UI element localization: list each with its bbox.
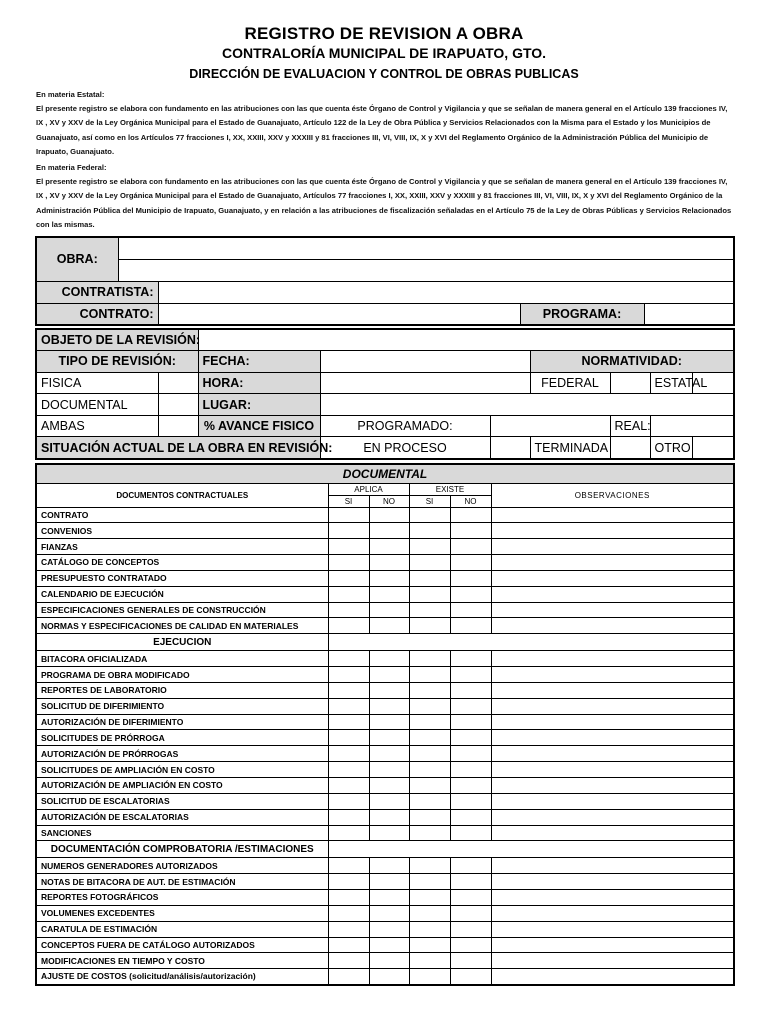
table-row (36, 714, 734, 730)
aplica-si-cell[interactable] (328, 762, 369, 778)
document-name: CONVENIOS (36, 523, 328, 539)
fisica-label: FISICA (36, 372, 158, 394)
documental-checklist (35, 463, 735, 986)
aplica-no-cell[interactable] (369, 825, 409, 841)
observaciones-cell[interactable] (491, 586, 734, 602)
existe-si-cell[interactable] (409, 507, 450, 523)
document-name: CATÁLOGO DE CONCEPTOS (36, 555, 328, 571)
table-row (36, 618, 734, 634)
aplica-si-cell[interactable] (328, 698, 369, 714)
aplica-si-cell[interactable] (328, 937, 369, 953)
estatal-label: En materia Estatal: (36, 90, 105, 99)
real-field[interactable] (650, 415, 734, 437)
observaciones-cell[interactable] (491, 523, 734, 539)
existe-si-cell[interactable] (409, 809, 450, 825)
aplica-no-cell[interactable] (369, 905, 409, 921)
observaciones-cell[interactable] (491, 746, 734, 762)
section-ejecucion-blank (328, 634, 734, 651)
aplica-no-cell[interactable] (369, 953, 409, 969)
existe-no-cell[interactable] (450, 953, 491, 969)
tipo-label: TIPO DE REVISIÓN: (36, 351, 198, 373)
existe-no-cell[interactable] (450, 874, 491, 890)
aplica-si-cell[interactable] (328, 874, 369, 890)
aplica-si-cell[interactable] (328, 921, 369, 937)
document-name: SOLICITUDES DE PRÓRROGA (36, 730, 328, 746)
col-existe: EXISTE (409, 483, 491, 495)
aplica-si-cell[interactable] (328, 651, 369, 667)
existe-no-cell[interactable] (450, 602, 491, 618)
existe-si-cell[interactable] (409, 858, 450, 874)
existe-no-cell[interactable] (450, 809, 491, 825)
aplica-no-cell[interactable] (369, 523, 409, 539)
aplica-no-cell[interactable] (369, 730, 409, 746)
document-name: FIANZAS (36, 539, 328, 555)
existe-si-cell[interactable] (409, 586, 450, 602)
table-row (36, 921, 734, 937)
table-row (36, 523, 734, 539)
document-name: SOLICITUDES DE AMPLIACIÓN EN COSTO (36, 762, 328, 778)
existe-si-cell[interactable] (409, 570, 450, 586)
existe-si-cell[interactable] (409, 762, 450, 778)
aplica-no-cell[interactable] (369, 714, 409, 730)
estatal-text: El presente registro se elabora con fundamento en las atribuciones con las que cuenta éste Órgano de Control y Vigilancia y que se señalan de manera general en el Artículo 139 fracciones IV, IX , XV y XXV de la Ley Orgánica Municipal para el Estado de Guanajuato, Artículo 122 de la Ley de Obra Pública y Servicios Relacionados con la Misma para el Estado y los Municipios de Guanajuato, así como en los Artículos 77 fracciones I, XX, XXIII, XXV y XXXIII y 81 fracciones III, VI, VIII, IX, X y XVI del Reglamento Orgánico de la Administración Pública del Municipio de Irapuato, Guanajuato. (36, 104, 728, 156)
form-subtitle: CONTRALORÍA MUNICIPAL DE IRAPUATO, GTO. (221, 45, 547, 61)
col-aplica: APLICA (328, 483, 409, 495)
document-name: REPORTES FOTOGRÁFICOS (36, 890, 328, 906)
aplica-no-cell[interactable] (369, 507, 409, 523)
terminada-label: TERMINADA (530, 437, 610, 459)
existe-si-cell[interactable] (409, 905, 450, 921)
form-header (0, 24, 768, 84)
form-title: REGISTRO DE REVISION A OBRA (244, 24, 524, 43)
existe-si-cell[interactable] (409, 618, 450, 634)
aplica-no-cell[interactable] (369, 698, 409, 714)
table-row (36, 809, 734, 825)
aplica-si-cell[interactable] (328, 730, 369, 746)
contratista-label: CONTRATISTA: (36, 281, 158, 303)
document-name: BITACORA OFICIALIZADA (36, 651, 328, 667)
existe-no-cell[interactable] (450, 905, 491, 921)
document-name: NOTAS DE BITACORA DE AUT. DE ESTIMACIÓN (36, 874, 328, 890)
documental-label: DOCUMENTAL (36, 394, 158, 416)
documental-check[interactable] (158, 394, 198, 416)
revision-table (35, 328, 735, 460)
fecha-label: FECHA: (198, 351, 320, 373)
terminada-check[interactable] (610, 437, 650, 459)
observaciones-cell[interactable] (491, 890, 734, 906)
aplica-no-cell[interactable] (369, 555, 409, 571)
section-ejecucion (36, 634, 734, 651)
existe-no-cell[interactable] (450, 523, 491, 539)
aplica-si-cell[interactable] (328, 746, 369, 762)
observaciones-cell[interactable] (491, 953, 734, 969)
fisica-check[interactable] (158, 372, 198, 394)
table-row (36, 682, 734, 698)
existe-no-cell[interactable] (450, 793, 491, 809)
document-name: REPORTES DE LABORATORIO (36, 682, 328, 698)
existe-no-cell[interactable] (450, 570, 491, 586)
existe-si-cell[interactable] (409, 890, 450, 906)
observaciones-cell[interactable] (491, 921, 734, 937)
en-proceso-check[interactable] (490, 437, 530, 459)
existe-no-cell[interactable] (450, 698, 491, 714)
document-name: CONCEPTOS FUERA DE CATÁLOGO AUTORIZADOS (36, 937, 328, 953)
aplica-si-cell[interactable] (328, 539, 369, 555)
aplica-no-cell[interactable] (369, 858, 409, 874)
estatal-label: ESTATAL (650, 372, 692, 394)
observaciones-cell[interactable] (491, 778, 734, 794)
aplica-no-cell[interactable] (369, 746, 409, 762)
observaciones-cell[interactable] (491, 825, 734, 841)
form-department: DIRECCIÓN DE EVALUACION Y CONTROL DE OBRAS PUBLICAS (189, 67, 579, 81)
aplica-no-cell[interactable] (369, 651, 409, 667)
existe-si-cell[interactable] (409, 667, 450, 683)
document-name: SOLICITUD DE ESCALATORIAS (36, 793, 328, 809)
aplica-si-cell[interactable] (328, 682, 369, 698)
lugar-field[interactable] (320, 394, 734, 416)
contrato-field[interactable] (158, 303, 520, 325)
observaciones-cell[interactable] (491, 905, 734, 921)
table-row (36, 874, 734, 890)
table-row (36, 539, 734, 555)
document-name: ESPECIFICACIONES GENERALES DE CONSTRUCCIÓN (36, 602, 328, 618)
document-name: PROGRAMA DE OBRA MODIFICADO (36, 667, 328, 683)
existe-si-cell[interactable] (409, 539, 450, 555)
existe-si-cell[interactable] (409, 730, 450, 746)
observaciones-cell[interactable] (491, 937, 734, 953)
aplica-no: NO (369, 495, 409, 507)
aplica-si-cell[interactable] (328, 570, 369, 586)
lugar-label: LUGAR: (198, 394, 320, 416)
table-row (36, 937, 734, 953)
existe-si-cell[interactable] (409, 969, 450, 985)
existe-no-cell[interactable] (450, 714, 491, 730)
document-name: NORMAS Y ESPECIFICACIONES DE CALIDAD EN MATERIALES (36, 618, 328, 634)
contratista-field[interactable] (158, 281, 734, 303)
section-comprobatoria-blank (328, 841, 734, 858)
aplica-no-cell[interactable] (369, 602, 409, 618)
table-row (36, 825, 734, 841)
federal-label: En materia Federal: (36, 163, 107, 173)
existe-no-cell[interactable] (450, 762, 491, 778)
table-row (36, 778, 734, 794)
avance-label: % AVANCE FISICO (198, 415, 320, 437)
table-row (36, 890, 734, 906)
document-name: CARATULA DE ESTIMACIÓN (36, 921, 328, 937)
hora-label: HORA: (198, 372, 320, 394)
existe-no-cell[interactable] (450, 651, 491, 667)
document-name: CALENDARIO DE EJECUCIÓN (36, 586, 328, 602)
document-name: AUTORIZACIÓN DE PRÓRROGAS (36, 746, 328, 762)
documental-title: DOCUMENTAL (36, 464, 734, 483)
document-name: PRESUPUESTO CONTRATADO (36, 570, 328, 586)
aplica-si-cell[interactable] (328, 618, 369, 634)
section-comprobatoria (36, 841, 734, 858)
existe-no-cell[interactable] (450, 586, 491, 602)
observaciones-cell[interactable] (491, 682, 734, 698)
federal-check[interactable] (610, 372, 650, 394)
existe-no-cell[interactable] (450, 969, 491, 985)
aplica-no-cell[interactable] (369, 937, 409, 953)
federal-label: FEDERAL (530, 372, 610, 394)
general-data-table (35, 236, 735, 326)
table-row (36, 858, 734, 874)
aplica-no-cell[interactable] (369, 921, 409, 937)
existe-no-cell[interactable] (450, 890, 491, 906)
ambas-label: AMBAS (36, 415, 158, 437)
document-name: SANCIONES (36, 825, 328, 841)
situacion-label: SITUACIÓN ACTUAL DE LA OBRA EN REVISIÓN: (36, 437, 320, 459)
normatividad-label: NORMATIVIDAD: (530, 351, 734, 373)
existe-no-cell[interactable] (450, 746, 491, 762)
table-row (36, 746, 734, 762)
aplica-no-cell[interactable] (369, 969, 409, 985)
hora-field[interactable] (320, 372, 530, 394)
existe-no-cell[interactable] (450, 507, 491, 523)
aplica-si-cell[interactable] (328, 809, 369, 825)
table-row (36, 602, 734, 618)
observaciones-cell[interactable] (491, 730, 734, 746)
document-name: MODIFICACIONES EN TIEMPO Y COSTO (36, 953, 328, 969)
aplica-si-cell[interactable] (328, 953, 369, 969)
existe-si-cell[interactable] (409, 698, 450, 714)
observaciones-cell[interactable] (491, 874, 734, 890)
observaciones-cell[interactable] (491, 698, 734, 714)
table-row (36, 667, 734, 683)
existe-si-cell[interactable] (409, 602, 450, 618)
existe-si-cell[interactable] (409, 682, 450, 698)
observaciones-cell[interactable] (491, 969, 734, 985)
table-row (36, 555, 734, 571)
existe-no-cell[interactable] (450, 778, 491, 794)
aplica-si-cell[interactable] (328, 602, 369, 618)
table-row (36, 969, 734, 985)
observaciones-cell[interactable] (491, 539, 734, 555)
observaciones-cell[interactable] (491, 858, 734, 874)
obra-field-2[interactable] (118, 259, 734, 281)
aplica-si-cell[interactable] (328, 905, 369, 921)
observaciones-cell[interactable] (491, 651, 734, 667)
aplica-no-cell[interactable] (369, 778, 409, 794)
aplica-no-cell[interactable] (369, 809, 409, 825)
document-name: AUTORIZACIÓN DE DIFERIMIENTO (36, 714, 328, 730)
existe-no-cell[interactable] (450, 730, 491, 746)
existe-si: SI (409, 495, 450, 507)
aplica-si-cell[interactable] (328, 969, 369, 985)
aplica-si-cell[interactable] (328, 555, 369, 571)
document-name: AUTORIZACIÓN DE ESCALATORIAS (36, 809, 328, 825)
otro-label: OTRO (650, 437, 692, 459)
existe-si-cell[interactable] (409, 921, 450, 937)
observaciones-cell[interactable] (491, 555, 734, 571)
programado-label: PROGRAMADO: (320, 415, 490, 437)
existe-si-cell[interactable] (409, 778, 450, 794)
existe-no-cell[interactable] (450, 667, 491, 683)
section-ejecucion-label: EJECUCION (36, 634, 328, 651)
aplica-si: SI (328, 495, 369, 507)
programa-label: PROGRAMA: (520, 303, 644, 325)
document-name: AJUSTE DE COSTOS (solicitud/análisis/autorización) (36, 969, 328, 985)
document-name: CONTRATO (36, 507, 328, 523)
aplica-si-cell[interactable] (328, 890, 369, 906)
table-row (36, 570, 734, 586)
table-row (36, 651, 734, 667)
programado-field[interactable] (490, 415, 610, 437)
otro-check[interactable] (692, 437, 734, 459)
existe-no-cell[interactable] (450, 921, 491, 937)
existe-si-cell[interactable] (409, 937, 450, 953)
aplica-no-cell[interactable] (369, 793, 409, 809)
document-name: SOLICITUD DE DIFERIMIENTO (36, 698, 328, 714)
obra-label: OBRA: (36, 237, 118, 281)
existe-si-cell[interactable] (409, 825, 450, 841)
aplica-no-cell[interactable] (369, 682, 409, 698)
table-row (36, 586, 734, 602)
objeto-field[interactable] (198, 329, 734, 351)
aplica-no-cell[interactable] (369, 539, 409, 555)
aplica-si-cell[interactable] (328, 858, 369, 874)
existe-no-cell[interactable] (450, 539, 491, 555)
existe-no: NO (450, 495, 491, 507)
table-row (36, 793, 734, 809)
existe-no-cell[interactable] (450, 858, 491, 874)
document-name: NUMEROS GENERADORES AUTORIZADOS (36, 858, 328, 874)
aplica-si-cell[interactable] (328, 507, 369, 523)
aplica-no-cell[interactable] (369, 874, 409, 890)
observaciones-cell[interactable] (491, 762, 734, 778)
document-name: AUTORIZACIÓN DE AMPLIACIÓN EN COSTO (36, 778, 328, 794)
federal-text: El presente registro se elabora con fundamento en las atribuciones con las que cuenta éste Órgano de Control y Vigilancia y que se señalan de manera general en el Artículo 139 fracciones IV, IX , XV y XXV de la Ley Orgánica Municipal para el Estado de Guanajuato, Artículos 77 fracciones I, XX, XXIII, XXV y XXXIII y 81 fracciones III, VI, VIII, IX, X y XVI del Reglamento Orgánico de la Administración Pública del Municipio de Irapuato, Guanajuato, y en relación a las atribuciones de fiscalización señaladas en el Artículo 75 de la Ley de Obras Públicas y Servicios Relacionados con las mismas. (36, 177, 732, 229)
col-documentos: DOCUMENTOS CONTRACTUALES (36, 483, 328, 507)
programa-field[interactable] (644, 303, 734, 325)
existe-si-cell[interactable] (409, 953, 450, 969)
aplica-si-cell[interactable] (328, 793, 369, 809)
existe-si-cell[interactable] (409, 793, 450, 809)
fecha-field[interactable] (320, 351, 530, 373)
observaciones-cell[interactable] (491, 602, 734, 618)
aplica-no-cell[interactable] (369, 586, 409, 602)
aplica-si-cell[interactable] (328, 778, 369, 794)
en-proceso-label: EN PROCESO (320, 437, 490, 459)
observaciones-cell[interactable] (491, 714, 734, 730)
observaciones-cell[interactable] (491, 618, 734, 634)
objeto-label: OBJETO DE LA REVISIÓN: (36, 329, 198, 351)
real-label: REAL: (610, 415, 650, 437)
observaciones-cell[interactable] (491, 507, 734, 523)
aplica-no-cell[interactable] (369, 618, 409, 634)
existe-si-cell[interactable] (409, 523, 450, 539)
observaciones-cell[interactable] (491, 570, 734, 586)
table-row (36, 507, 734, 523)
existe-no-cell[interactable] (450, 555, 491, 571)
existe-no-cell[interactable] (450, 937, 491, 953)
existe-no-cell[interactable] (450, 825, 491, 841)
table-row (36, 953, 734, 969)
aplica-si-cell[interactable] (328, 825, 369, 841)
existe-si-cell[interactable] (409, 555, 450, 571)
table-row (36, 905, 734, 921)
existe-si-cell[interactable] (409, 746, 450, 762)
observaciones-cell[interactable] (491, 667, 734, 683)
section-comprobatoria-label: DOCUMENTACIÓN COMPROBATORIA /ESTIMACIONES (36, 841, 328, 858)
aplica-si-cell[interactable] (328, 523, 369, 539)
table-row (36, 730, 734, 746)
existe-si-cell[interactable] (409, 874, 450, 890)
table-row (36, 762, 734, 778)
observaciones-cell[interactable] (491, 809, 734, 825)
legal-basis (36, 88, 736, 232)
aplica-no-cell[interactable] (369, 667, 409, 683)
table-row (36, 698, 734, 714)
existe-si-cell[interactable] (409, 651, 450, 667)
aplica-no-cell[interactable] (369, 890, 409, 906)
observaciones-cell[interactable] (491, 793, 734, 809)
existe-si-cell[interactable] (409, 714, 450, 730)
contrato-label: CONTRATO: (36, 303, 158, 325)
col-observaciones: OBSERVACIONES (491, 483, 734, 507)
existe-no-cell[interactable] (450, 682, 491, 698)
aplica-si-cell[interactable] (328, 714, 369, 730)
aplica-si-cell[interactable] (328, 586, 369, 602)
aplica-no-cell[interactable] (369, 570, 409, 586)
aplica-si-cell[interactable] (328, 667, 369, 683)
ambas-check[interactable] (158, 415, 198, 437)
existe-no-cell[interactable] (450, 618, 491, 634)
obra-field-1[interactable] (118, 237, 734, 259)
aplica-no-cell[interactable] (369, 762, 409, 778)
document-name: VOLUMENES EXCEDENTES (36, 905, 328, 921)
